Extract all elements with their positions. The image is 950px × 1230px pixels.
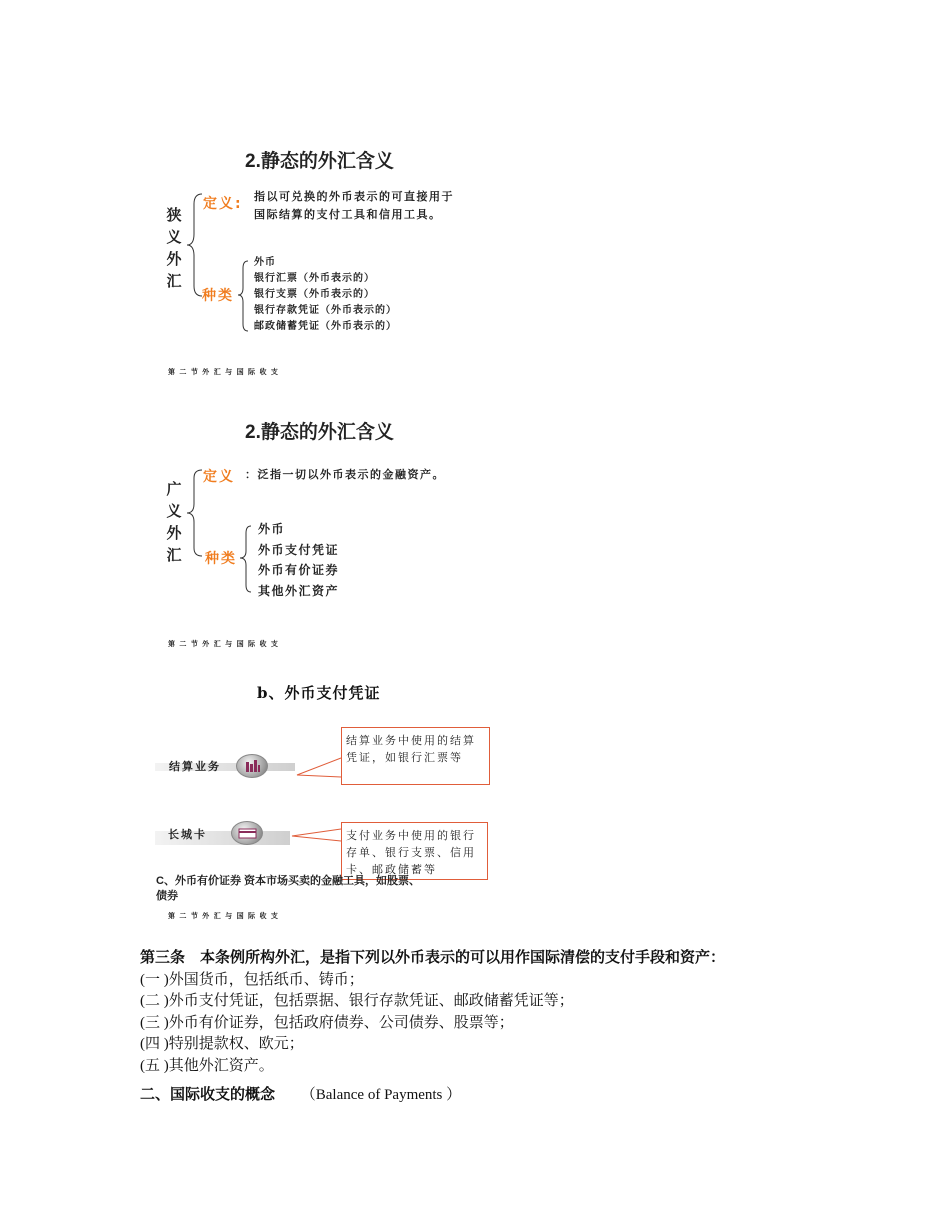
list-item: 银行汇票（外币表示的）	[254, 273, 375, 284]
list-item: (一 )外国货币，包括纸币、铸币；	[140, 971, 364, 988]
slide2-types-label: 种类	[205, 551, 237, 567]
card-icon	[231, 821, 263, 845]
slide2-title: 2.静态的外汇含义	[245, 422, 394, 443]
slide3-callout2-pointer	[290, 828, 342, 842]
list-item: 其他外汇资产	[258, 583, 340, 598]
slide1-brace-inner	[236, 258, 252, 334]
list-item: 银行支票（外币表示的）	[254, 289, 375, 300]
list-item: (四 )特别提款权、欧元；	[140, 1036, 304, 1052]
list-item: 外币	[254, 257, 276, 268]
slide1-footer: 第 二 节 外 汇 与 国 际 收 支	[168, 368, 279, 376]
list-item: (五 )其他外汇资产。	[140, 1057, 274, 1074]
article-heading: 第三条 本条例所构外汇，是指下列以外币表示的可以用作国际清偿的支付手段和资产：	[140, 950, 726, 966]
section-heading: 二、国际收支的概念 （Balance of Payments ）	[140, 1087, 462, 1103]
slide1-definition-label: 定义:	[203, 196, 243, 212]
slide2-footer: 第 二 节 外 汇 与 国 际 收 支	[168, 640, 279, 648]
slide3-item2-callout: 支付业务中使用的银行存单、银行支票、信用卡、邮政储蓄等	[341, 822, 488, 880]
slide3-item1-label: 结算业务	[169, 760, 221, 773]
regulation-article	[140, 948, 930, 1077]
slide1-types-list	[254, 255, 397, 335]
slide1-definition-text: 指以可兑换的外币表示的可直接用于 国际结算的支付工具和信用工具。	[254, 190, 454, 221]
slide1-vertical-label: 狭 义 外 汇	[166, 206, 182, 290]
section-heading-en: （Balance of Payments ）	[300, 1087, 462, 1103]
slide1-title: 2.静态的外汇含义	[245, 151, 394, 172]
slide3-caption: C、外币有价证券 资本市场买卖的金融工具，如股票、 债券	[156, 875, 420, 902]
list-item: 外币支付凭证	[258, 542, 340, 557]
slide3-callout1-pointer	[295, 757, 343, 779]
list-item: 银行存款凭证（外币表示的）	[254, 305, 397, 316]
slide3-footer: 第 二 节 外 汇 与 国 际 收 支	[168, 912, 279, 920]
slide3-item1-callout: 结算业务中使用的结算凭证，如银行汇票等	[341, 727, 490, 785]
slide3-item2-label: 长城卡	[168, 828, 207, 841]
slide2-vertical-label: 广 义 外 汇	[166, 480, 182, 564]
slide1-types-label: 种类	[202, 288, 234, 304]
slide2-definition-text: ：泛指一切以外币表示的金融资产。	[245, 468, 445, 481]
slide2-types-list	[258, 519, 339, 601]
list-item: 外币	[258, 522, 286, 536]
list-item: 邮政储蓄凭证（外币表示的）	[254, 321, 397, 332]
list-item: 外币有价证券	[258, 563, 340, 577]
slide3-title: b、外币支付凭证	[257, 684, 381, 702]
chart-icon	[236, 754, 268, 778]
list-item: (二 )外币支付凭证，包括票据、银行存款凭证、邮政储蓄凭证等；	[140, 993, 574, 1009]
list-item: (三 )外币有价证券，包括政府债券、公司债券、股票等；	[140, 1014, 514, 1031]
slide2-brace-inner	[238, 523, 256, 595]
slide2-definition-label: 定义	[203, 469, 235, 485]
